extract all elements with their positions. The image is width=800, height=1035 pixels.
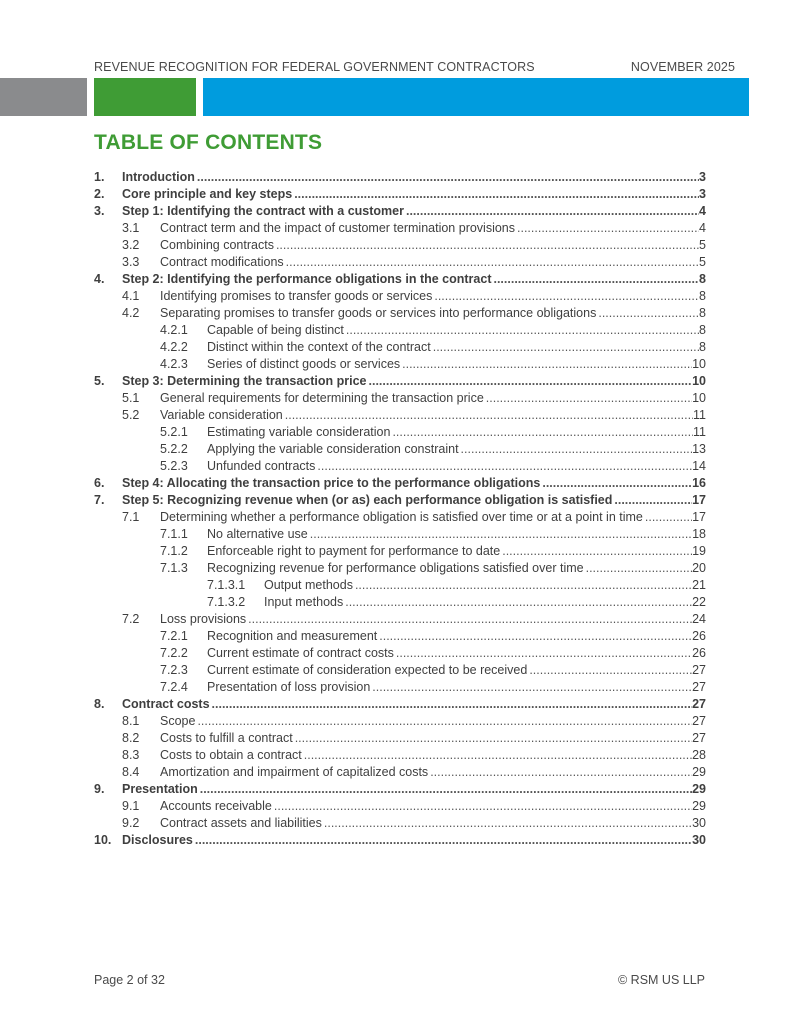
toc-entry[interactable] <box>94 577 706 594</box>
toc-entry-number: 4.2 <box>122 306 140 320</box>
toc-dot-leader <box>502 543 692 560</box>
toc-entry-page: 8 <box>699 306 706 320</box>
toc-entry-page: 27 <box>692 663 706 677</box>
toc-dot-leader <box>200 781 692 798</box>
toc-entry-page: 16 <box>692 476 706 490</box>
toc-entry-page: 11 <box>693 408 706 422</box>
toc-entry[interactable] <box>94 492 706 509</box>
toc-entry-page: 28 <box>692 748 706 762</box>
toc-entry-number: 7.1.3.1 <box>207 578 246 592</box>
toc-entry[interactable] <box>94 509 706 526</box>
toc-entry-number: 1. <box>94 170 105 184</box>
toc-entry-title: Current estimate of contract costs <box>207 646 394 660</box>
toc-entry-page: 29 <box>692 765 706 779</box>
toc-dot-leader <box>542 475 692 492</box>
toc-entry[interactable] <box>94 288 706 305</box>
toc-entry-page: 11 <box>693 425 706 439</box>
toc-entry-number: 7.2.4 <box>160 680 188 694</box>
toc-entry-page: 17 <box>692 510 706 524</box>
toc-entry-title: Applying the variable consideration constraint <box>207 442 459 456</box>
toc-dot-leader <box>406 203 699 220</box>
header-band-grey <box>0 78 87 116</box>
toc-entry-number: 3. <box>94 204 105 218</box>
toc-entry-number: 8.2 <box>122 731 140 745</box>
toc-dot-leader <box>402 356 692 373</box>
toc-entry[interactable] <box>94 798 706 815</box>
toc-entry-page: 10 <box>692 357 706 371</box>
toc-entry[interactable] <box>94 628 706 645</box>
toc-entry-title: Core principle and key steps <box>122 187 293 201</box>
toc-dot-leader <box>396 645 692 662</box>
toc-entry[interactable] <box>94 832 706 849</box>
toc-entry-page: 4 <box>699 204 706 218</box>
toc-entry-page: 27 <box>692 731 706 745</box>
toc-entry-number: 10. <box>94 833 112 847</box>
toc-entry[interactable] <box>94 815 706 832</box>
toc-entry-page: 8 <box>699 272 706 286</box>
toc-entry-title: Step 4: Allocating the transaction price to the performance obligations <box>122 476 541 490</box>
toc-entry-number: 4.2.1 <box>160 323 188 337</box>
toc-entry-number: 7.1 <box>122 510 140 524</box>
toc-dot-leader <box>324 815 692 832</box>
toc-entry-title: Distinct within the context of the contract <box>207 340 431 354</box>
toc-entry-page: 3 <box>699 170 706 184</box>
toc-entry-page: 30 <box>692 833 706 847</box>
toc-entry-title: General requirements for determining the transaction price <box>160 391 484 405</box>
footer-page-number: Page 2 of 32 <box>94 973 165 987</box>
toc-entry-page: 10 <box>692 374 706 388</box>
toc-entry-title: Costs to obtain a contract <box>160 748 302 762</box>
toc-entry-number: 7. <box>94 493 105 507</box>
toc-entry-page: 8 <box>699 323 706 337</box>
toc-dot-leader <box>461 441 693 458</box>
header-date: NOVEMBER 2025 <box>630 60 735 74</box>
toc-entry-title: No alternative use <box>207 527 308 541</box>
toc-entry-title: Scope <box>160 714 196 728</box>
toc-dot-leader <box>486 390 692 407</box>
toc-entry-page: 19 <box>692 544 706 558</box>
toc-entry-title: Separating promises to transfer goods or services into performance obligations <box>160 306 597 320</box>
toc-entry-page: 3 <box>699 187 706 201</box>
toc-entry-title: Loss provisions <box>160 612 247 626</box>
toc-entry-page: 5 <box>699 238 706 252</box>
toc-entry-page: 18 <box>692 527 706 541</box>
toc-dot-leader <box>195 832 692 849</box>
header-band-green <box>94 78 196 116</box>
toc-dot-leader <box>212 696 693 713</box>
toc-entry-page: 8 <box>699 340 706 354</box>
toc-entry[interactable] <box>94 696 706 713</box>
toc-entry-number: 7.1.3.2 <box>207 595 246 609</box>
toc-dot-leader <box>294 186 699 203</box>
toc-entry[interactable] <box>94 662 706 679</box>
toc-entry-page: 10 <box>692 391 706 405</box>
toc-entry-page: 26 <box>692 646 706 660</box>
toc-entry-title: Current estimate of consideration expected to be received <box>207 663 528 677</box>
toc-dot-leader <box>286 254 699 271</box>
toc-dot-leader <box>614 492 692 509</box>
toc-entry-number: 8.4 <box>122 765 140 779</box>
toc-dot-leader <box>379 628 692 645</box>
toc-entry-title: Presentation <box>122 782 198 796</box>
toc-dot-leader <box>433 339 699 356</box>
toc-entry-title: Accounts receivable <box>160 799 272 813</box>
toc-dot-leader <box>517 220 699 237</box>
toc-dot-leader <box>248 611 692 628</box>
toc-entry-page: 30 <box>692 816 706 830</box>
toc-entry[interactable] <box>94 356 706 373</box>
toc-entry-number: 8.1 <box>122 714 140 728</box>
toc-dot-leader <box>310 526 692 543</box>
toc-entry-page: 26 <box>692 629 706 643</box>
toc-entry-title: Input methods <box>264 595 344 609</box>
toc-entry[interactable] <box>94 526 706 543</box>
toc-entry-title: Step 2: Identifying the performance obligations in the contract <box>122 272 492 286</box>
toc-entry-title: Contract modifications <box>160 255 284 269</box>
toc-dot-leader <box>586 560 693 577</box>
page-title: TABLE OF CONTENTS <box>94 131 323 154</box>
toc-entry-title: Series of distinct goods or services <box>207 357 401 371</box>
toc-entry[interactable] <box>94 441 706 458</box>
toc-entry-title: Amortization and impairment of capitalized costs <box>160 765 429 779</box>
toc-entry-number: 9.2 <box>122 816 140 830</box>
toc-entry[interactable] <box>94 186 706 203</box>
toc-dot-leader <box>276 237 699 254</box>
toc-entry-title: Unfunded contracts <box>207 459 316 473</box>
toc-entry-title: Costs to fulfill a contract <box>160 731 293 745</box>
toc-entry-page: 29 <box>692 782 706 796</box>
toc-dot-leader <box>392 424 693 441</box>
footer-copyright: © RSM US LLP <box>617 973 705 987</box>
toc-entry-title: Contract costs <box>122 697 210 711</box>
toc-dot-leader <box>434 288 699 305</box>
table-of-contents <box>94 169 706 849</box>
toc-entry-number: 4.2.2 <box>160 340 188 354</box>
toc-entry-title: Combining contracts <box>160 238 274 252</box>
toc-entry-number: 5.2 <box>122 408 140 422</box>
toc-entry[interactable] <box>94 645 706 662</box>
toc-dot-leader <box>197 713 692 730</box>
toc-entry-number: 7.2 <box>122 612 140 626</box>
toc-entry[interactable] <box>94 305 706 322</box>
toc-entry[interactable] <box>94 339 706 356</box>
toc-entry-title: Step 5: Recognizing revenue when (or as) each performance obligation is satisfied <box>122 493 613 507</box>
toc-dot-leader <box>598 305 699 322</box>
toc-entry[interactable] <box>94 322 706 339</box>
toc-dot-leader <box>645 509 692 526</box>
toc-dot-leader <box>346 322 699 339</box>
toc-entry-title: Step 3: Determining the transaction price <box>122 374 367 388</box>
toc-entry-title: Contract term and the impact of customer termination provisions <box>160 221 516 235</box>
toc-entry[interactable] <box>94 407 706 424</box>
toc-entry[interactable] <box>94 730 706 747</box>
toc-entry-number: 7.1.3 <box>160 561 188 575</box>
toc-entry-title: Capable of being distinct <box>207 323 344 337</box>
toc-entry[interactable] <box>94 475 706 492</box>
toc-entry-number: 7.1.2 <box>160 544 188 558</box>
toc-dot-leader <box>493 271 699 288</box>
toc-entry-number: 3.2 <box>122 238 140 252</box>
toc-entry[interactable] <box>94 543 706 560</box>
toc-dot-leader <box>274 798 692 815</box>
toc-entry-page: 24 <box>692 612 706 626</box>
toc-dot-leader <box>304 747 692 764</box>
toc-entry[interactable] <box>94 424 706 441</box>
toc-entry-number: 5. <box>94 374 105 388</box>
toc-entry-number: 7.2.1 <box>160 629 188 643</box>
toc-entry-title: Enforceable right to payment for performance to date <box>207 544 501 558</box>
toc-entry[interactable] <box>94 271 706 288</box>
toc-entry-number: 5.2.1 <box>160 425 188 439</box>
toc-entry-page: 29 <box>692 799 706 813</box>
toc-entry-page: 21 <box>692 578 706 592</box>
toc-dot-leader <box>285 407 693 424</box>
toc-entry-number: 9.1 <box>122 799 140 813</box>
toc-dot-leader <box>430 764 692 781</box>
toc-entry-number: 4.1 <box>122 289 140 303</box>
toc-dot-leader <box>295 730 692 747</box>
toc-entry-page: 17 <box>692 493 706 507</box>
toc-entry[interactable] <box>94 220 706 237</box>
toc-entry[interactable] <box>94 254 706 271</box>
toc-entry[interactable] <box>94 594 706 611</box>
toc-entry-number: 8.3 <box>122 748 140 762</box>
toc-entry-title: Introduction <box>122 170 195 184</box>
header-title: REVENUE RECOGNITION FOR FEDERAL GOVERNMENT CONTRACTORS <box>94 60 535 74</box>
toc-entry-page: 22 <box>692 595 706 609</box>
toc-entry-title: Disclosures <box>122 833 193 847</box>
toc-entry[interactable] <box>94 237 706 254</box>
toc-entry[interactable] <box>94 458 706 475</box>
toc-entry-page: 4 <box>699 221 706 235</box>
toc-dot-leader <box>372 679 692 696</box>
toc-entry-title: Output methods <box>264 578 353 592</box>
toc-entry[interactable] <box>94 169 706 186</box>
toc-entry-page: 27 <box>692 680 706 694</box>
toc-entry-number: 8. <box>94 697 105 711</box>
toc-entry-title: Determining whether a performance obligation is satisfied over time or at a point in time <box>160 510 643 524</box>
toc-entry-number: 7.2.3 <box>160 663 188 677</box>
toc-entry-number: 5.1 <box>122 391 140 405</box>
toc-entry-number: 4. <box>94 272 105 286</box>
toc-entry-number: 3.1 <box>122 221 140 235</box>
toc-entry-title: Recognition and measurement <box>207 629 378 643</box>
toc-entry-page: 8 <box>699 289 706 303</box>
toc-entry-page: 14 <box>692 459 706 473</box>
toc-dot-leader <box>369 373 693 390</box>
toc-dot-leader <box>529 662 692 679</box>
toc-entry-number: 9. <box>94 782 105 796</box>
toc-entry-number: 3.3 <box>122 255 140 269</box>
toc-entry[interactable] <box>94 679 706 696</box>
toc-entry-number: 2. <box>94 187 105 201</box>
toc-dot-leader <box>345 594 692 611</box>
toc-entry[interactable] <box>94 611 706 628</box>
toc-entry-page: 5 <box>699 255 706 269</box>
toc-entry-page: 20 <box>692 561 706 575</box>
toc-entry[interactable] <box>94 764 706 781</box>
toc-entry-number: 7.2.2 <box>160 646 188 660</box>
toc-entry-title: Step 1: Identifying the contract with a customer <box>122 204 404 218</box>
toc-entry[interactable] <box>94 560 706 577</box>
toc-entry[interactable] <box>94 713 706 730</box>
toc-entry[interactable] <box>94 781 706 798</box>
toc-entry-title: Estimating variable consideration <box>207 425 391 439</box>
toc-entry-title: Identifying promises to transfer goods or services <box>160 289 433 303</box>
toc-dot-leader <box>197 169 699 186</box>
toc-entry-title: Contract assets and liabilities <box>160 816 322 830</box>
toc-entry-number: 5.2.3 <box>160 459 188 473</box>
toc-dot-leader <box>317 458 692 475</box>
toc-entry-number: 6. <box>94 476 105 490</box>
toc-entry-number: 7.1.1 <box>160 527 188 541</box>
toc-entry-page: 13 <box>692 442 706 456</box>
toc-entry[interactable] <box>94 390 706 407</box>
toc-entry-number: 5.2.2 <box>160 442 188 456</box>
toc-entry[interactable] <box>94 203 706 220</box>
toc-entry-page: 27 <box>692 697 706 711</box>
toc-entry[interactable] <box>94 373 706 390</box>
toc-entry-title: Recognizing revenue for performance obligations satisfied over time <box>207 561 584 575</box>
toc-entry-number: 4.2.3 <box>160 357 188 371</box>
toc-entry-title: Presentation of loss provision <box>207 680 371 694</box>
toc-dot-leader <box>355 577 692 594</box>
toc-entry[interactable] <box>94 747 706 764</box>
toc-entry-page: 27 <box>692 714 706 728</box>
toc-entry-title: Variable consideration <box>160 408 283 422</box>
header-band-blue <box>203 78 749 116</box>
